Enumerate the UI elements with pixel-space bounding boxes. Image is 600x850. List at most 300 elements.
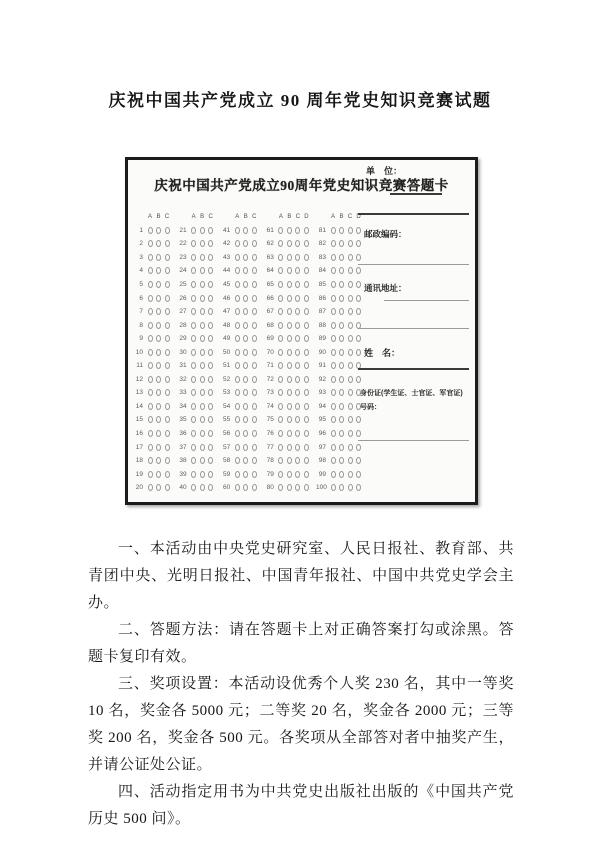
- answer-bubble: [156, 267, 161, 274]
- answer-bubble: [295, 471, 300, 478]
- answer-bubble: [148, 444, 153, 451]
- answer-bubble: [339, 403, 344, 410]
- answer-bubble: [278, 457, 283, 464]
- answer-bubble: [165, 430, 170, 437]
- answer-bubble: [191, 457, 196, 464]
- answer-bubble: [148, 227, 153, 234]
- answer-bubble: [191, 308, 196, 315]
- answer-bubble: [191, 484, 196, 491]
- answer-bubble: [295, 308, 300, 315]
- answer-bubble: [278, 362, 283, 369]
- question-number: 99: [318, 470, 326, 478]
- answer-bubble: [331, 430, 336, 437]
- unit-field-line: [390, 193, 442, 195]
- answer-bubble: [208, 295, 213, 302]
- answer-bubble: [287, 227, 292, 234]
- answer-bubble: [191, 389, 196, 396]
- answer-bubble: [331, 484, 336, 491]
- question-row: [177, 359, 214, 373]
- question-row: [264, 413, 309, 427]
- question-row: [177, 345, 214, 359]
- question-number: 59: [223, 470, 231, 478]
- question-row: [220, 440, 257, 454]
- answer-bubble: [148, 254, 153, 261]
- answer-bubble: [156, 444, 161, 451]
- question-number: 69: [266, 335, 274, 343]
- answer-bubble: [278, 471, 283, 478]
- address-field-line2: [358, 328, 469, 329]
- answer-bubble: [243, 457, 248, 464]
- choice-letter: D: [304, 213, 309, 220]
- bubble-group: [264, 210, 309, 498]
- answer-bubble: [191, 322, 196, 329]
- answer-bubble: [304, 295, 309, 302]
- question-row: [177, 427, 214, 441]
- answer-bubble: [191, 254, 196, 261]
- answer-bubble: [348, 295, 353, 302]
- question-number: 25: [179, 281, 187, 288]
- answer-bubble: [339, 240, 344, 247]
- question-number: 15: [135, 416, 143, 424]
- answer-bubble: [278, 254, 283, 261]
- question-row: [133, 359, 170, 373]
- answer-bubble: [243, 403, 248, 410]
- answer-bubble: [331, 254, 336, 261]
- answer-bubble: [331, 362, 336, 369]
- question-row: [316, 251, 361, 265]
- question-row: [264, 454, 309, 468]
- question-row: [133, 400, 170, 414]
- question-number: 49: [223, 335, 231, 343]
- answer-bubble: [331, 240, 336, 247]
- answer-bubble: [200, 254, 205, 261]
- question-row: [220, 318, 257, 332]
- answer-bubble: [156, 471, 161, 478]
- question-row: [220, 427, 257, 441]
- answer-bubble: [148, 349, 153, 356]
- answer-bubble: [304, 254, 309, 261]
- answer-bubble: [287, 240, 292, 247]
- answer-bubble: [304, 471, 309, 478]
- answer-bubble: [165, 295, 170, 302]
- choice-letter: A: [278, 213, 283, 220]
- answer-bubble: [148, 240, 153, 247]
- answer-bubble: [252, 471, 257, 478]
- answer-bubble: [278, 416, 283, 423]
- question-row: [220, 373, 257, 387]
- answer-bubble: [304, 335, 309, 342]
- question-row: [133, 318, 170, 332]
- question-row: [133, 373, 170, 387]
- question-number: 57: [223, 443, 231, 451]
- question-number: 19: [135, 470, 143, 478]
- id-field-label: 身份证(学生证、士官证、军官证): [360, 390, 463, 397]
- answer-bubble: [287, 471, 292, 478]
- question-row: [220, 386, 257, 400]
- answer-bubble: [200, 295, 205, 302]
- answer-bubble: [252, 376, 257, 383]
- question-number: 62: [266, 240, 274, 248]
- question-row: [220, 481, 257, 495]
- question-number: 80: [266, 484, 274, 492]
- unit-field-line2: [358, 213, 469, 215]
- answer-bubble: [191, 267, 196, 274]
- question-number: 95: [318, 416, 326, 424]
- answer-bubble: [148, 267, 153, 274]
- choice-letter: B: [243, 213, 248, 220]
- answer-bubble: [156, 416, 161, 423]
- answer-bubble: [191, 227, 196, 234]
- answer-bubble: [304, 403, 309, 410]
- answer-bubble: [295, 281, 300, 288]
- answer-bubble: [208, 254, 213, 261]
- answer-bubble: [252, 295, 257, 302]
- choice-header-row: [220, 210, 257, 224]
- question-row: [264, 373, 309, 387]
- answer-bubble: [348, 471, 353, 478]
- choice-letter: B: [287, 213, 292, 220]
- question-number: 24: [179, 267, 187, 275]
- question-number: 34: [179, 402, 187, 410]
- answer-bubble: [278, 430, 283, 437]
- question-number: 23: [179, 253, 187, 261]
- question-number: 88: [318, 321, 326, 329]
- question-number: 35: [179, 416, 187, 424]
- answer-bubble: [200, 376, 205, 383]
- answer-bubble: [165, 240, 170, 247]
- answer-bubble: [200, 308, 205, 315]
- answer-bubble: [278, 403, 283, 410]
- question-row: [220, 400, 257, 414]
- answer-bubble: [331, 322, 336, 329]
- answer-bubble: [304, 457, 309, 464]
- answer-bubble: [208, 362, 213, 369]
- answer-card-title: 庆祝中国共产党成立90周年党史知识竞赛答题卡: [154, 178, 449, 193]
- question-number: 56: [223, 430, 231, 438]
- answer-bubble: [348, 267, 353, 274]
- question-number: 43: [223, 253, 231, 261]
- answer-bubble: [200, 416, 205, 423]
- answer-bubble: [191, 430, 196, 437]
- question-row: [133, 291, 170, 305]
- question-row: [133, 237, 170, 251]
- question-number: 61: [266, 226, 274, 234]
- answer-bubble: [200, 267, 205, 274]
- answer-bubble: [252, 240, 257, 247]
- answer-bubble: [148, 362, 153, 369]
- answer-bubble: [148, 308, 153, 315]
- answer-card-image: [125, 157, 478, 505]
- choice-header-row: [133, 210, 170, 224]
- answer-bubble: [348, 254, 353, 261]
- choice-letter: D: [356, 213, 361, 220]
- choice-letter: C: [295, 213, 301, 220]
- question-row: [133, 467, 170, 481]
- answer-bubble: [304, 349, 309, 356]
- question-number: 64: [266, 267, 274, 275]
- question-number: 65: [266, 281, 274, 288]
- question-row: [264, 224, 309, 238]
- answer-bubble: [331, 308, 336, 315]
- answer-bubble: [235, 471, 240, 478]
- question-row: [316, 440, 361, 454]
- question-row: [316, 400, 361, 414]
- answer-bubble: [208, 349, 213, 356]
- answer-bubble: [235, 240, 240, 247]
- answer-bubble: [235, 457, 240, 464]
- answer-bubble: [156, 335, 161, 342]
- question-row: [316, 373, 361, 387]
- question-row: [264, 359, 309, 373]
- question-row: [177, 373, 214, 387]
- answer-bubble: [348, 362, 353, 369]
- body-paragraph: 三、奖项设置：本活动设优秀个人奖 230 名，其中一等奖 10 名，奖金各 5000 元；二等奖 20 名，奖金各 2000 元；三等奖 200 名，奖金各 500 元。各奖项从全部答对者中抽奖产生，并请公证处公证。: [88, 676, 514, 773]
- question-number: 100: [316, 484, 327, 492]
- answer-bubble: [235, 322, 240, 329]
- answer-bubble: [165, 254, 170, 261]
- choice-letter: A: [330, 213, 335, 220]
- answer-bubble: [243, 267, 248, 274]
- question-number: 76: [266, 430, 274, 438]
- answer-bubble: [278, 322, 283, 329]
- answer-bubble: [252, 267, 257, 274]
- question-row: [220, 305, 257, 319]
- answer-bubble: [348, 227, 353, 234]
- answer-bubble: [208, 484, 213, 491]
- answer-bubble: [235, 376, 240, 383]
- question-row: [133, 454, 170, 468]
- choice-letter: B: [156, 213, 161, 220]
- answer-bubble: [252, 281, 257, 288]
- question-row: [264, 481, 309, 495]
- answer-bubble: [243, 349, 248, 356]
- postcode-field-label: 邮政编码：: [364, 229, 407, 239]
- answer-bubble: [287, 335, 292, 342]
- answer-bubble: [156, 484, 161, 491]
- answer-bubble: [304, 308, 309, 315]
- answer-bubble: [348, 430, 353, 437]
- answer-bubble: [243, 227, 248, 234]
- answer-bubble: [208, 267, 213, 274]
- question-number: 47: [223, 308, 231, 316]
- choice-header-row: [177, 210, 214, 224]
- question-number: 58: [223, 457, 231, 465]
- question-number: 21: [179, 226, 187, 234]
- answer-bubble: [148, 484, 153, 491]
- question-row: [316, 427, 361, 441]
- question-row: [133, 224, 170, 238]
- answer-bubble: [200, 457, 205, 464]
- question-number: 14: [135, 402, 143, 410]
- answer-bubble: [148, 281, 153, 288]
- question-row: [316, 359, 361, 373]
- question-number: 44: [223, 267, 231, 275]
- answer-bubble: [252, 254, 257, 261]
- answer-bubble: [156, 254, 161, 261]
- question-row: [264, 251, 309, 265]
- answer-bubble: [165, 267, 170, 274]
- answer-bubble: [191, 376, 196, 383]
- answer-bubble: [339, 281, 344, 288]
- answer-bubble: [295, 254, 300, 261]
- bubble-grid: [133, 210, 361, 498]
- choice-letter: B: [200, 213, 205, 220]
- answer-bubble: [287, 308, 292, 315]
- answer-bubble: [278, 308, 283, 315]
- answer-bubble: [295, 295, 300, 302]
- answer-bubble: [200, 349, 205, 356]
- answer-bubble: [165, 227, 170, 234]
- question-row: [220, 278, 257, 292]
- question-number: 74: [266, 402, 274, 410]
- answer-bubble: [339, 362, 344, 369]
- answer-bubble: [287, 281, 292, 288]
- question-number: 98: [318, 457, 326, 465]
- answer-bubble: [243, 254, 248, 261]
- answer-card-fields: [358, 160, 471, 502]
- answer-bubble: [191, 416, 196, 423]
- answer-bubble: [156, 295, 161, 302]
- answer-bubble: [148, 335, 153, 342]
- answer-bubble: [304, 444, 309, 451]
- answer-bubble: [331, 376, 336, 383]
- answer-bubble: [208, 444, 213, 451]
- answer-bubble: [287, 444, 292, 451]
- answer-bubble: [243, 376, 248, 383]
- question-row: [177, 481, 214, 495]
- answer-bubble: [339, 376, 344, 383]
- answer-bubble: [148, 430, 153, 437]
- question-number: 53: [223, 389, 231, 397]
- answer-bubble: [156, 322, 161, 329]
- question-number: 18: [135, 457, 143, 465]
- answer-bubble: [339, 471, 344, 478]
- question-number: 3: [139, 253, 143, 261]
- answer-bubble: [339, 416, 344, 423]
- answer-bubble: [295, 349, 300, 356]
- question-row: [316, 332, 361, 346]
- question-row: [220, 413, 257, 427]
- question-row: [133, 345, 170, 359]
- answer-bubble: [331, 227, 336, 234]
- answer-bubble: [295, 362, 300, 369]
- question-number: 89: [318, 335, 326, 343]
- answer-bubble: [156, 430, 161, 437]
- question-number: 66: [266, 294, 274, 302]
- question-number: 16: [135, 430, 143, 438]
- answer-bubble: [348, 322, 353, 329]
- bubble-group: [177, 210, 214, 498]
- question-row: [264, 345, 309, 359]
- answer-bubble: [235, 308, 240, 315]
- answer-bubble: [243, 389, 248, 396]
- answer-bubble: [200, 227, 205, 234]
- answer-bubble: [278, 444, 283, 451]
- question-number: 2: [139, 240, 143, 248]
- answer-bubble: [200, 484, 205, 491]
- answer-bubble: [295, 240, 300, 247]
- answer-bubble: [148, 416, 153, 423]
- question-row: [220, 291, 257, 305]
- answer-bubble: [243, 295, 248, 302]
- answer-bubble: [235, 416, 240, 423]
- answer-bubble: [208, 389, 213, 396]
- question-row: [220, 359, 257, 373]
- question-number: 96: [318, 430, 326, 438]
- choice-letter: A: [147, 213, 152, 220]
- answer-bubble: [165, 362, 170, 369]
- answer-bubble: [191, 240, 196, 247]
- answer-bubble: [200, 281, 205, 288]
- question-number: 28: [179, 321, 187, 329]
- answer-bubble: [287, 389, 292, 396]
- answer-bubble: [165, 403, 170, 410]
- question-row: [220, 332, 257, 346]
- question-number: 1: [139, 226, 143, 234]
- answer-bubble: [252, 227, 257, 234]
- question-number: 5: [139, 281, 143, 288]
- question-row: [177, 467, 214, 481]
- answer-bubble: [208, 308, 213, 315]
- question-number: 27: [179, 308, 187, 316]
- answer-bubble: [331, 471, 336, 478]
- answer-bubble: [295, 416, 300, 423]
- choice-letter: C: [208, 213, 213, 220]
- answer-bubble: [235, 267, 240, 274]
- question-number: 11: [136, 362, 143, 370]
- question-row: [264, 400, 309, 414]
- answer-bubble: [165, 281, 170, 288]
- answer-bubble: [191, 335, 196, 342]
- choice-letter: B: [339, 213, 344, 220]
- question-number: 85: [318, 281, 326, 288]
- answer-bubble: [348, 389, 353, 396]
- answer-bubble: [235, 484, 240, 491]
- postcode-field-line: [358, 264, 469, 265]
- answer-bubble: [304, 376, 309, 383]
- answer-bubble: [287, 295, 292, 302]
- question-row: [316, 305, 361, 319]
- answer-bubble: [243, 335, 248, 342]
- answer-bubble: [165, 457, 170, 464]
- question-number: 22: [179, 240, 187, 248]
- answer-bubble: [304, 430, 309, 437]
- question-row: [264, 278, 309, 292]
- answer-bubble: [348, 457, 353, 464]
- answer-bubble: [304, 484, 309, 491]
- answer-bubble: [148, 376, 153, 383]
- question-row: [177, 278, 214, 292]
- question-number: 26: [179, 294, 187, 302]
- answer-bubble: [348, 240, 353, 247]
- question-row: [316, 413, 361, 427]
- question-number: 54: [223, 402, 231, 410]
- question-number: 4: [139, 267, 143, 275]
- answer-bubble: [287, 349, 292, 356]
- body-paragraph: 二、答题方法：请在答题卡上对正确答案打勾或涂黑。答题卡复印有效。: [88, 622, 514, 665]
- question-row: [133, 440, 170, 454]
- question-row: [220, 237, 257, 251]
- answer-bubble: [235, 254, 240, 261]
- answer-bubble: [348, 444, 353, 451]
- question-row: [133, 264, 170, 278]
- answer-bubble: [243, 240, 248, 247]
- answer-bubble: [339, 227, 344, 234]
- answer-bubble: [148, 471, 153, 478]
- answer-bubble: [235, 349, 240, 356]
- answer-bubble: [287, 457, 292, 464]
- choice-letter: A: [235, 213, 240, 220]
